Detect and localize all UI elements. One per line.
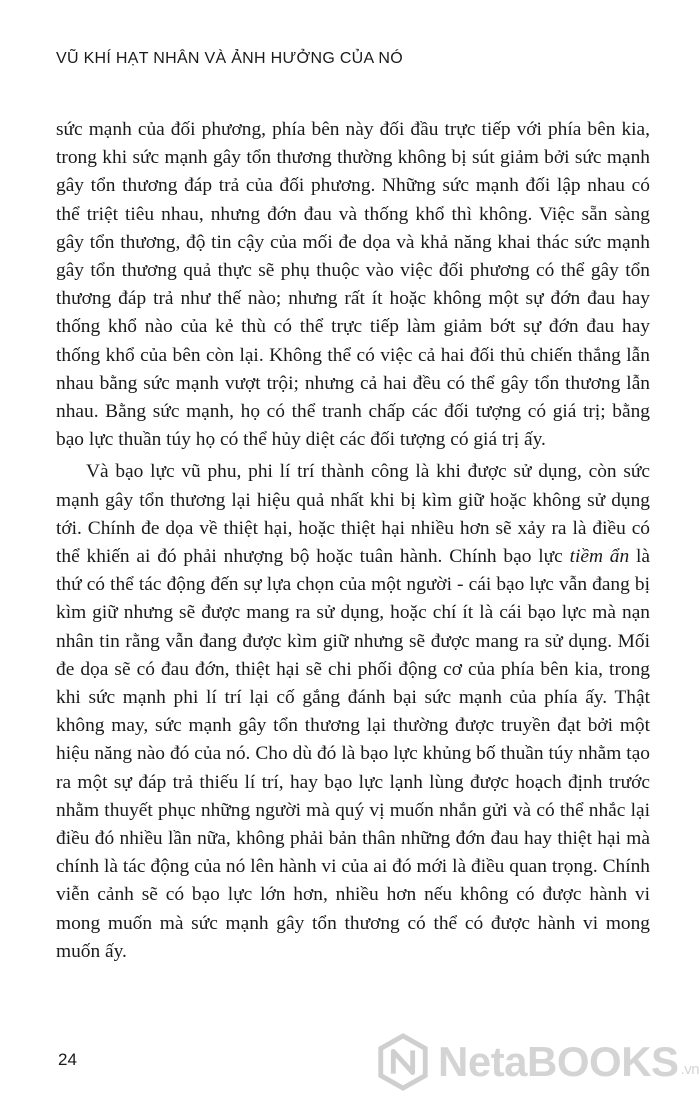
page-number: 24 (58, 1050, 77, 1069)
paragraph-2 (56, 458, 650, 966)
paragraph-1: sức mạnh của đối phương, phía bên này đối đầu trực tiếp với phía bên kia, trong khi sức mạnh gây tổn thương thường không bị sút giảm bởi sức mạnh gây tổn thương đáp trả của đối phương. Những sức mạnh đối lập nhau có thể triệt tiêu nhau, nhưng đớn đau và thống khổ thì không. Việc sẵn sàng gây tổn thương, độ tin cậy của mối đe dọa và khả năng khai thác sức mạnh gây tổn thương quả thực sẽ phụ thuộc vào việc đối phương có thể gây tổn thương đáp trả như thế nào; nhưng rất ít hoặc không một sự đớn đau hay thống khổ nào của kẻ thù có thể trực tiếp làm giảm bớt sự đớn đau hay thống khổ của bên còn lại. Không thể có việc cả hai đối thủ chiến thắng lẫn nhau bằng sức mạnh vượt trội; nhưng cả hai đều có thể gây tổn thương lẫn nhau. Bằng sức mạnh, họ có thể tranh chấp các đối tượng có giá trị; bằng bạo lực thuần túy họ có thể hủy diệt các đối tượng có giá trị ấy. (56, 119, 650, 451)
paragraph-2-emphasis: tiềm ẩn (569, 546, 630, 568)
watermark-brand: NetaBOOKS (438, 1038, 679, 1085)
watermark-text (438, 1038, 699, 1086)
paragraph-2-part-a: Và bạo lực vũ phu, phi lí trí thành công là khi được sử dụng, còn sức mạnh gây tổn thương lại hiệu quả nhất khi bị kìm giữ hoặc không sử dụng tới. Chính đe dọa về thiệt hại, hoặc thiệt hại nhiều hơn sẽ xảy ra là điều có thể khiến ai đó phải nhượng bộ hoặc tuân hành. Chính bạo lực (56, 461, 650, 568)
watermark (374, 1022, 699, 1102)
running-title: VŨ KHÍ HẠT NHÂN VÀ ẢNH HƯỞNG CỦA NÓ (56, 50, 403, 67)
page-body (56, 116, 650, 966)
watermark-suffix: .vn (680, 1061, 700, 1078)
paragraph-2-part-b: là thứ có thể tác động đến sự lựa chọn của một người - cái bạo lực vẫn đang bị kìm giữ nhưng sẽ được mang ra sử dụng, hoặc chí ít là cái bạo lực mà nạn nhân tin rằng vẫn đang được kìm giữ nhưng sẽ được mang ra sử dụng. Mối đe dọa sẽ có đau đớn, thiệt hại sẽ chi phối động cơ của phía bên kia, trong khi sức mạnh phi lí trí lại cố gắng đánh bại sức mạnh của phía ấy. Thật không may, sức mạnh gây tổn thương lại thường được truyền đạt bởi một hiệu năng nào đó của nó. Cho dù đó là bạo lực khủng bố thuần túy nhằm tạo ra một sự đáp trả thiếu lí trí, hay bạo lực lạnh lùng được hoạch định trước nhằm thuyết phục những người mà quý vị muốn nhắn gửi và có thể nhắc lại điều đó nhiều lần nữa, không phải bản thân những đớn đau hay thiệt hại mà chính là tác động của nó lên hành vi của ai đó mới là điều quan trọng. Chính viễn cảnh sẽ có bạo lực lớn hơn, nhiều hơn nếu không có được hành vi mong muốn mà sức mạnh gây tổn thương có thể có được hành vi mong muốn ấy. (56, 546, 651, 962)
netabooks-logo-icon (374, 1033, 432, 1091)
